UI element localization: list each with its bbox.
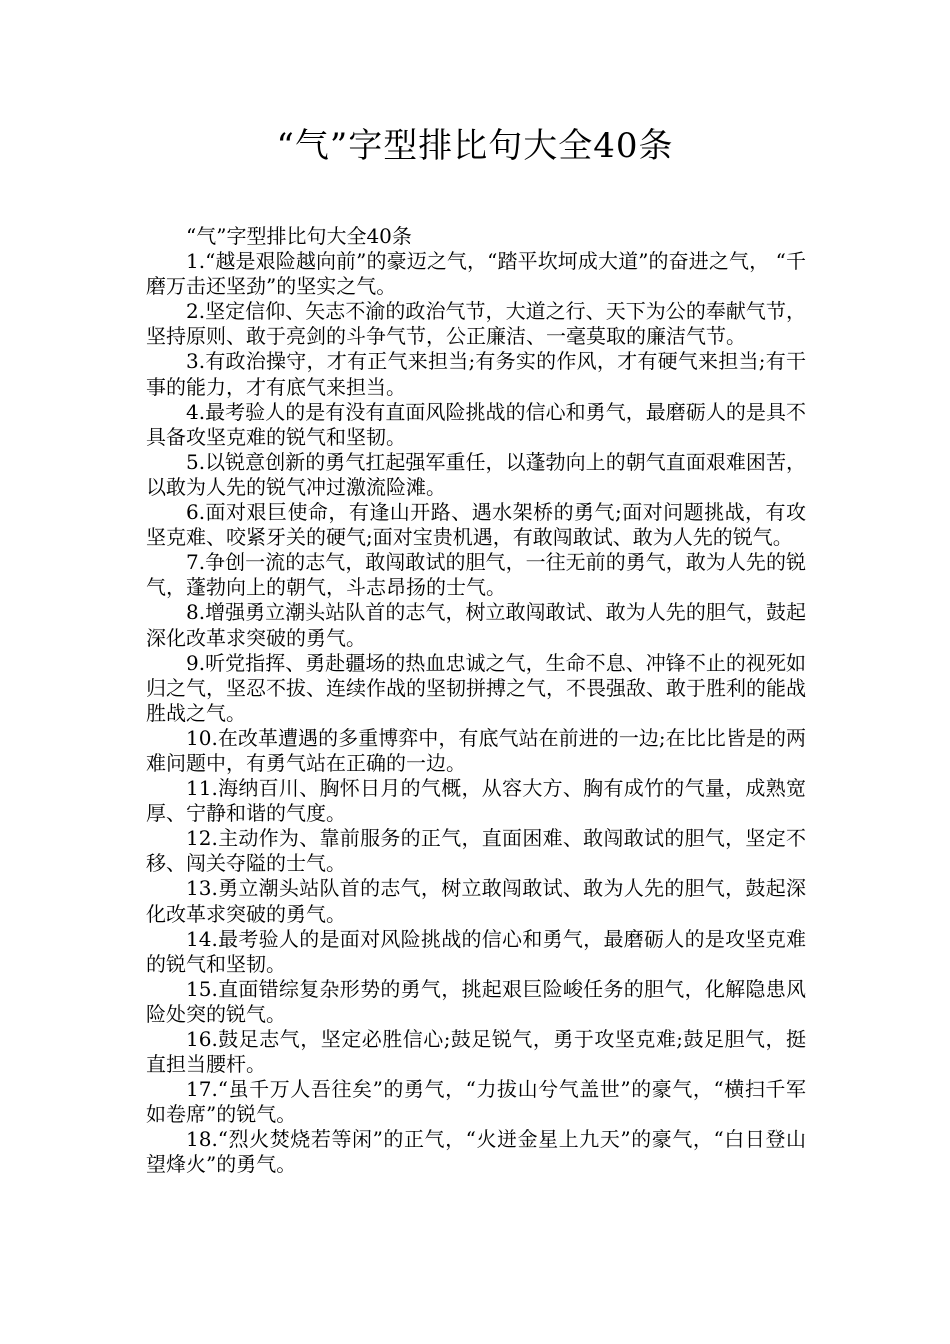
paragraph-18: 18.“烈火焚烧若等闲”的正气，“火迸金星上九天”的豪气，“白日登山望烽火”的勇气。: [146, 1127, 806, 1177]
paragraph-12: 12.主动作为、靠前服务的正气，直面困难、敢闯敢试的胆气，坚定不移、闯关夺隘的士气。: [146, 826, 806, 876]
document-title: “气”字型排比句大全40条: [276, 126, 674, 166]
paragraph-5: 5.以锐意创新的勇气扛起强军重任，以蓬勃向上的朝气直面艰难困苦，以敢为人先的锐气冲过激流险滩。: [146, 449, 806, 499]
paragraph-8: 8.增强勇立潮头站队首的志气，树立敢闯敢试、敢为人先的胆气，鼓起深化改革求突破的勇气。: [146, 600, 806, 650]
paragraph-7: 7.争创一流的志气，敢闯敢试的胆气，一往无前的勇气，敢为人先的锐气，蓬勃向上的朝气，斗志昂扬的士气。: [146, 550, 806, 600]
paragraph-6: 6.面对艰巨使命，有逢山开路、遇水架桥的勇气;面对问题挑战，有攻坚克难、咬紧牙关的硬气;面对宝贵机遇，有敢闯敢试、敢为人先的锐气。: [146, 500, 806, 550]
paragraph-17: 17.“虽千万人吾往矣”的勇气，“力拔山兮气盖世”的豪气，“横扫千军如卷席”的锐气。: [146, 1077, 806, 1127]
paragraph-16: 16.鼓足志气，坚定必胜信心;鼓足锐气，勇于攻坚克难;鼓足胆气，挺直担当腰杆。: [146, 1027, 806, 1077]
paragraph-4: 4.最考验人的是有没有直面风险挑战的信心和勇气，最磨砺人的是具不具备攻坚克难的锐气和坚韧。: [146, 399, 806, 449]
paragraph-10: 10.在改革遭遇的多重博弈中，有底气站在前进的一边;在比比皆是的两难问题中，有勇气站在正确的一边。: [146, 725, 806, 775]
document-body: [146, 224, 806, 1178]
paragraph-14: 14.最考验人的是面对风险挑战的信心和勇气，最磨砺人的是攻坚克难的锐气和坚韧。: [146, 926, 806, 976]
paragraph-1: 1.“越是艰险越向前”的豪迈之气，“踏平坎坷成大道”的奋进之气， “千磨万击还坚劲”的坚实之气。: [146, 249, 806, 299]
paragraph-9: 9.听党指挥、勇赴疆场的热血忠诚之气，生命不息、冲锋不止的视死如归之气，坚忍不拔、连续作战的坚韧拼搏之气，不畏强敌、敢于胜利的能战胜战之气。: [146, 650, 806, 725]
paragraph-3: 3.有政治操守，才有正气来担当;有务实的作风，才有硬气来担当;有干事的能力，才有底气来担当。: [146, 349, 806, 399]
paragraph-subtitle: “气”字型排比句大全40条: [186, 224, 412, 248]
paragraph-2: 2.坚定信仰、矢志不渝的政治气节，大道之行、天下为公的奉献气节，坚持原则、敢于亮剑的斗争气节，公正廉洁、一毫莫取的廉洁气节。: [146, 299, 806, 349]
paragraph-11: 11.海纳百川、胸怀日月的气概，从容大方、胸有成竹的气量，成熟宽厚、宁静和谐的气度。: [146, 776, 806, 826]
paragraph-13: 13.勇立潮头站队首的志气，树立敢闯敢试、敢为人先的胆气，鼓起深化改革求突破的勇气。: [146, 876, 806, 926]
paragraph-15: 15.直面错综复杂形势的勇气，挑起艰巨险峻任务的胆气，化解隐患风险处突的锐气。: [146, 976, 806, 1026]
